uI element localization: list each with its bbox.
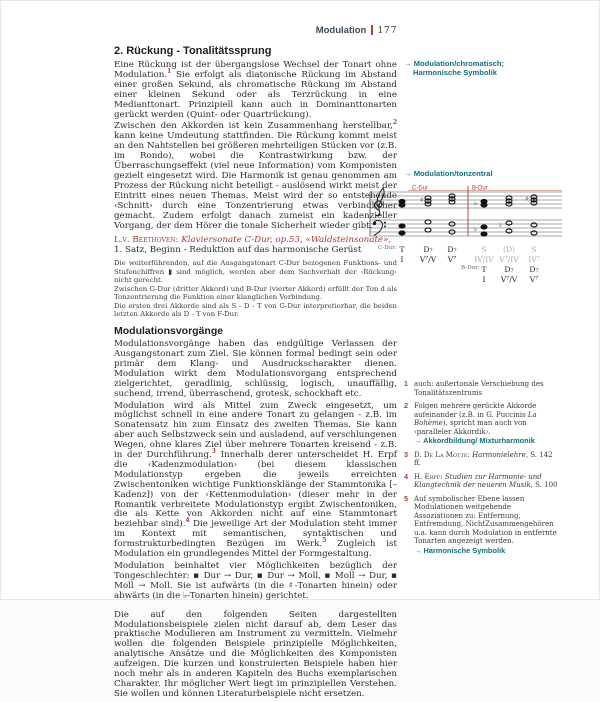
footnote-2 (404, 402, 559, 446)
footnote-number: 3 (404, 449, 408, 459)
paragraph-6: Die auf den folgenden Seiten dargestellten Modulationsbeispiele zielen nicht darauf ab, dem Leser das praktische Modulieren am Instrument zu vermitteln. Vielmehr wollen die folgenden Beispiele prinzipielle Möglichkeiten, analytische Ansätze und die Möglichkeiten des Komponisten aufzeigen. Die kurzen und konstruierten Beispiele haben hier noch mehr als in anderen Kapiteln des Buchs exemplarischen Charakter. Ihr möglicher Wert liegt im prinzipiellen Verstehen. Sie wollen und können Literaturbeispiele nicht ersetzen. (114, 609, 397, 699)
function-symbol: T (399, 245, 405, 254)
footnote-work-title: Studien zur Harmonie- und Klangtechnik der neueren Musik (414, 472, 542, 490)
footnote-text: ), spricht man auch von ‹paralleler Akkordik›. (414, 419, 527, 436)
function-symbol: D₇ (529, 265, 539, 274)
key-label-b-dur: B-Dur (472, 185, 488, 192)
roman-numeral: IV/IV (474, 255, 494, 264)
header-page-number: 177 (377, 25, 397, 36)
svg-text:♯: ♯ (525, 195, 529, 203)
svg-text:♭: ♭ (499, 221, 503, 229)
footnote-text: auch: außertonale Verschiebung des Tonalitätszentrums (414, 380, 544, 397)
commentary-line: Zwischen G-Dur (dritter Akkord) und B-Dur (vierter Akkord) erfüllt der Ton d als Tonzentrierung die Funktion einer klanglichen Verbindung. (114, 284, 397, 301)
footnote-text: , S. 142 ff. (414, 450, 553, 468)
footnote-number: 4 (404, 471, 408, 481)
paragraph-text: Die jeweilige Art der Modulation steht immer im Kontext mit semantischen, syntaktischen und formstrukturbedingten Bezügen im Werk. (114, 519, 398, 550)
paragraph-1 (114, 61, 397, 120)
music-example (362, 184, 566, 289)
paragraph-text: Eine Rückung ist der übergangslose Wechsel der Tonart ohne Modulation. (114, 60, 397, 80)
footnote-text: , S. 100 (530, 481, 558, 490)
page-header (114, 25, 397, 36)
header-divider (371, 25, 373, 35)
margin-footnotes (404, 380, 559, 561)
roman-numeral: V⁷ (529, 275, 539, 284)
paragraph-text: Sie erfolgt als diatonische Rückung im Abstand einer großen Sekund, als chromatische Rückung im Abstand einer kleinen Sekund oder als Terzrückung in eine Medianttonart. Prinzipiell kann auch in Dominanttonarten gerückt werden (Quint- oder Quartrückung). (114, 69, 397, 120)
caption-work-title: Klaviersonate C-Dur, op.53, «Waldsteinsonate», (178, 235, 392, 246)
subsection-heading: Modulationsvorgänge (114, 325, 224, 338)
paragraph-text: Modulation wird als Mittel zum Zweck eingesetzt, um möglichst schnell in eine andere Tonart zu gelangen - z.B. im Sonatensatz hin zum Einsatz des zweiten Themas. Sie kann aber auch Selbstzweck sein und ausladend, auf verschlungenen Wegen, ohne klares Ziel über mehrere Tonarten kreisend - z.B. in der Durchführung. (114, 400, 397, 461)
paragraph-2 (114, 119, 397, 231)
footnote-ref-2: 2 (392, 119, 397, 127)
roman-numeral: V⁷/V (419, 255, 437, 264)
footnote-work-title: La Bohème (414, 410, 537, 427)
paragraph-text: Innerhalb derer unterscheidet H. Erpf die ‹Kadenzmodulation› (bei diesem klassischen Modulationstyp ergeben die jeweils erreichten Zwischentoniken wichtige Funktionsklänge der Stammtonika [–Kadenz]) von der ‹Kettenmodulation› (dieser mehr in der Romantik verbreitete Modulationstyp ergibt Zwischentoniken, die als Kette von Akkorden nicht auf eine Stammtonart beziehbar sind). (114, 450, 398, 530)
margin-crossref-1: → Modulation/chromatisch; Harmonische Symbolik (404, 59, 504, 77)
function-symbol: D₇ (447, 245, 457, 254)
footnote-ref-3: 3 (211, 448, 216, 456)
roman-numeral: V⁷ (447, 255, 457, 264)
footnote-1 (404, 380, 559, 397)
header-section-label: Modulation (315, 25, 367, 36)
example-caption (114, 235, 397, 255)
svg-text:♭: ♭ (474, 199, 478, 207)
analysis-key-prefix-b: B-Dur: (461, 265, 480, 271)
paragraph-5: Modulation beinhaltet vier Möglichkeiten bezüglich der Tongeschlechter: ▪ Dur → Dur, ▪ Dur → Moll, ▪ Moll → Dur, ▪ Moll → Moll. Sie ist aufwärts (in die ♯-Tonarten hinein) oder abwärts (in die ♭-Tonarten hinein) gerichtet. (114, 561, 397, 601)
music-staff (362, 184, 566, 244)
svg-text:♭: ♭ (474, 225, 478, 233)
commentary-line: Die weiterführenden, auf die Ausgangstonart C-Dur bezogenen Funktions- und Stufenchiffren ▮ sind möglich, werden aber dem Sachverhalt der ‹Rückung› nicht gerecht. (114, 259, 397, 284)
function-symbol: S (481, 245, 487, 254)
function-symbol: S (531, 245, 537, 254)
main-text-column (114, 25, 397, 702)
roman-numeral: IV⁷ (528, 255, 540, 264)
harmonic-analysis (362, 245, 566, 289)
paragraph-text: kann keine Umdeutung stattfinden. Die Rückung kommt meist an den Nahtstellen bei größeren mehrteiligen Stücken vor (z.B. im Rondo), wobei die Kontrastwirkung bzw. der Überraschungseffekt (viel neue Information) vom Komponisten gezielt eingesetzt wird. Die Harmonik ist genau genommen am Prozess der Rückung nicht beteiligt - auslösend wirkt meist der Eintritt eines neuen Themas. Meist wird der so entstehende ‹Schnitt› durch eine Tonzentrierung etwas verbindlicher gemacht. Zudem erfolgt danach zumeist ein kadenzieller Vorgang, der dem Hörer die tonale Sicherheit wieder gibt. (114, 131, 397, 231)
footnote-ref-4: 4 (185, 517, 190, 525)
roman-numeral: V⁷/IV (499, 255, 519, 264)
footnote-number: 1 (404, 379, 408, 388)
footnote-4 (404, 473, 559, 490)
footnote-crossref: → Akkordbildung/ Mixturharmonik (414, 436, 535, 445)
footnote-5 (404, 495, 559, 556)
paragraph-text: Zugleich ist Modulation ein grundlegendes Mittel der Formgestaltung. (114, 539, 397, 560)
footnote-author: H. Erpf: (414, 472, 445, 481)
footnote-ref-1: 1 (167, 68, 172, 76)
caption-composer: L.v. Beethoven: (114, 235, 179, 246)
margin-crossref-2: → Modulation/tonzentral (404, 169, 493, 178)
key-label-c-dur: C-Dur (412, 185, 428, 192)
footnote-crossref: → Harmonische Symbolik (414, 545, 506, 555)
svg-text:♯: ♯ (420, 196, 424, 204)
roman-numeral: V⁷/V (500, 275, 518, 284)
caption-subtitle: 1. Satz, Beginn - Reduktion auf das harmonische Gerüst (114, 245, 362, 256)
function-symbol: (D) (502, 245, 516, 254)
commentary-line: Die ersten drei Akkorde sind als S - D - T von G-Dur interpretierbar, die beiden letzten Akkorde als D - T von F-Dur. (114, 301, 397, 318)
footnote-author: D. De La Motte: (414, 450, 473, 459)
paragraph-text: Zwischen den Akkorden ist kein Zusammenhang herstellbar, (114, 121, 393, 132)
footnote-work-title: Harmonielehre (472, 450, 526, 459)
roman-numeral: I (400, 255, 404, 264)
function-symbol: D₇ (504, 265, 514, 274)
footnote-3 (404, 451, 559, 468)
paragraph-3: Modulationsvorgänge haben das endgültige Verlassen der Ausgangstonart zum Ziel. Sie können formal bedingt sein oder primär dem Klang- und Ausdruckscharakter dienen. Modulation wirkt dem Modulationsvorgang entsprechend zielgerichtet, geradlinig, schlüssig, logisch, unauffällig, suchend, irrend, überraschend, grotesk, schockhaft etc. (114, 339, 397, 399)
function-symbol: T (481, 265, 487, 274)
paragraph-4 (114, 402, 397, 561)
footnote-text: Folgen mehrere gerückte Akkorde aufeinander (z.B. in G. Puccinis (414, 402, 537, 419)
analysis-key-prefix-c: C-Dur: (378, 245, 397, 251)
function-symbol: D₇ (423, 245, 433, 254)
footnote-number: 2 (404, 401, 408, 410)
footnote-text: Auf symbolischer Ebene lassen Modulationen weitgehende Assoziationen zu: Entfernung, Entfremdung, NichtZusammengehören u.a. kann durch Modulation in entfernte Tonarten angezeigt werden. (414, 494, 557, 546)
example-commentary (114, 259, 397, 318)
footnote-number: 5 (404, 493, 408, 503)
section-heading: 2. Rückung - Tonalitätssprung (114, 45, 272, 57)
footnote-ref-5: 5 (322, 537, 327, 545)
roman-numeral: I (482, 275, 486, 284)
